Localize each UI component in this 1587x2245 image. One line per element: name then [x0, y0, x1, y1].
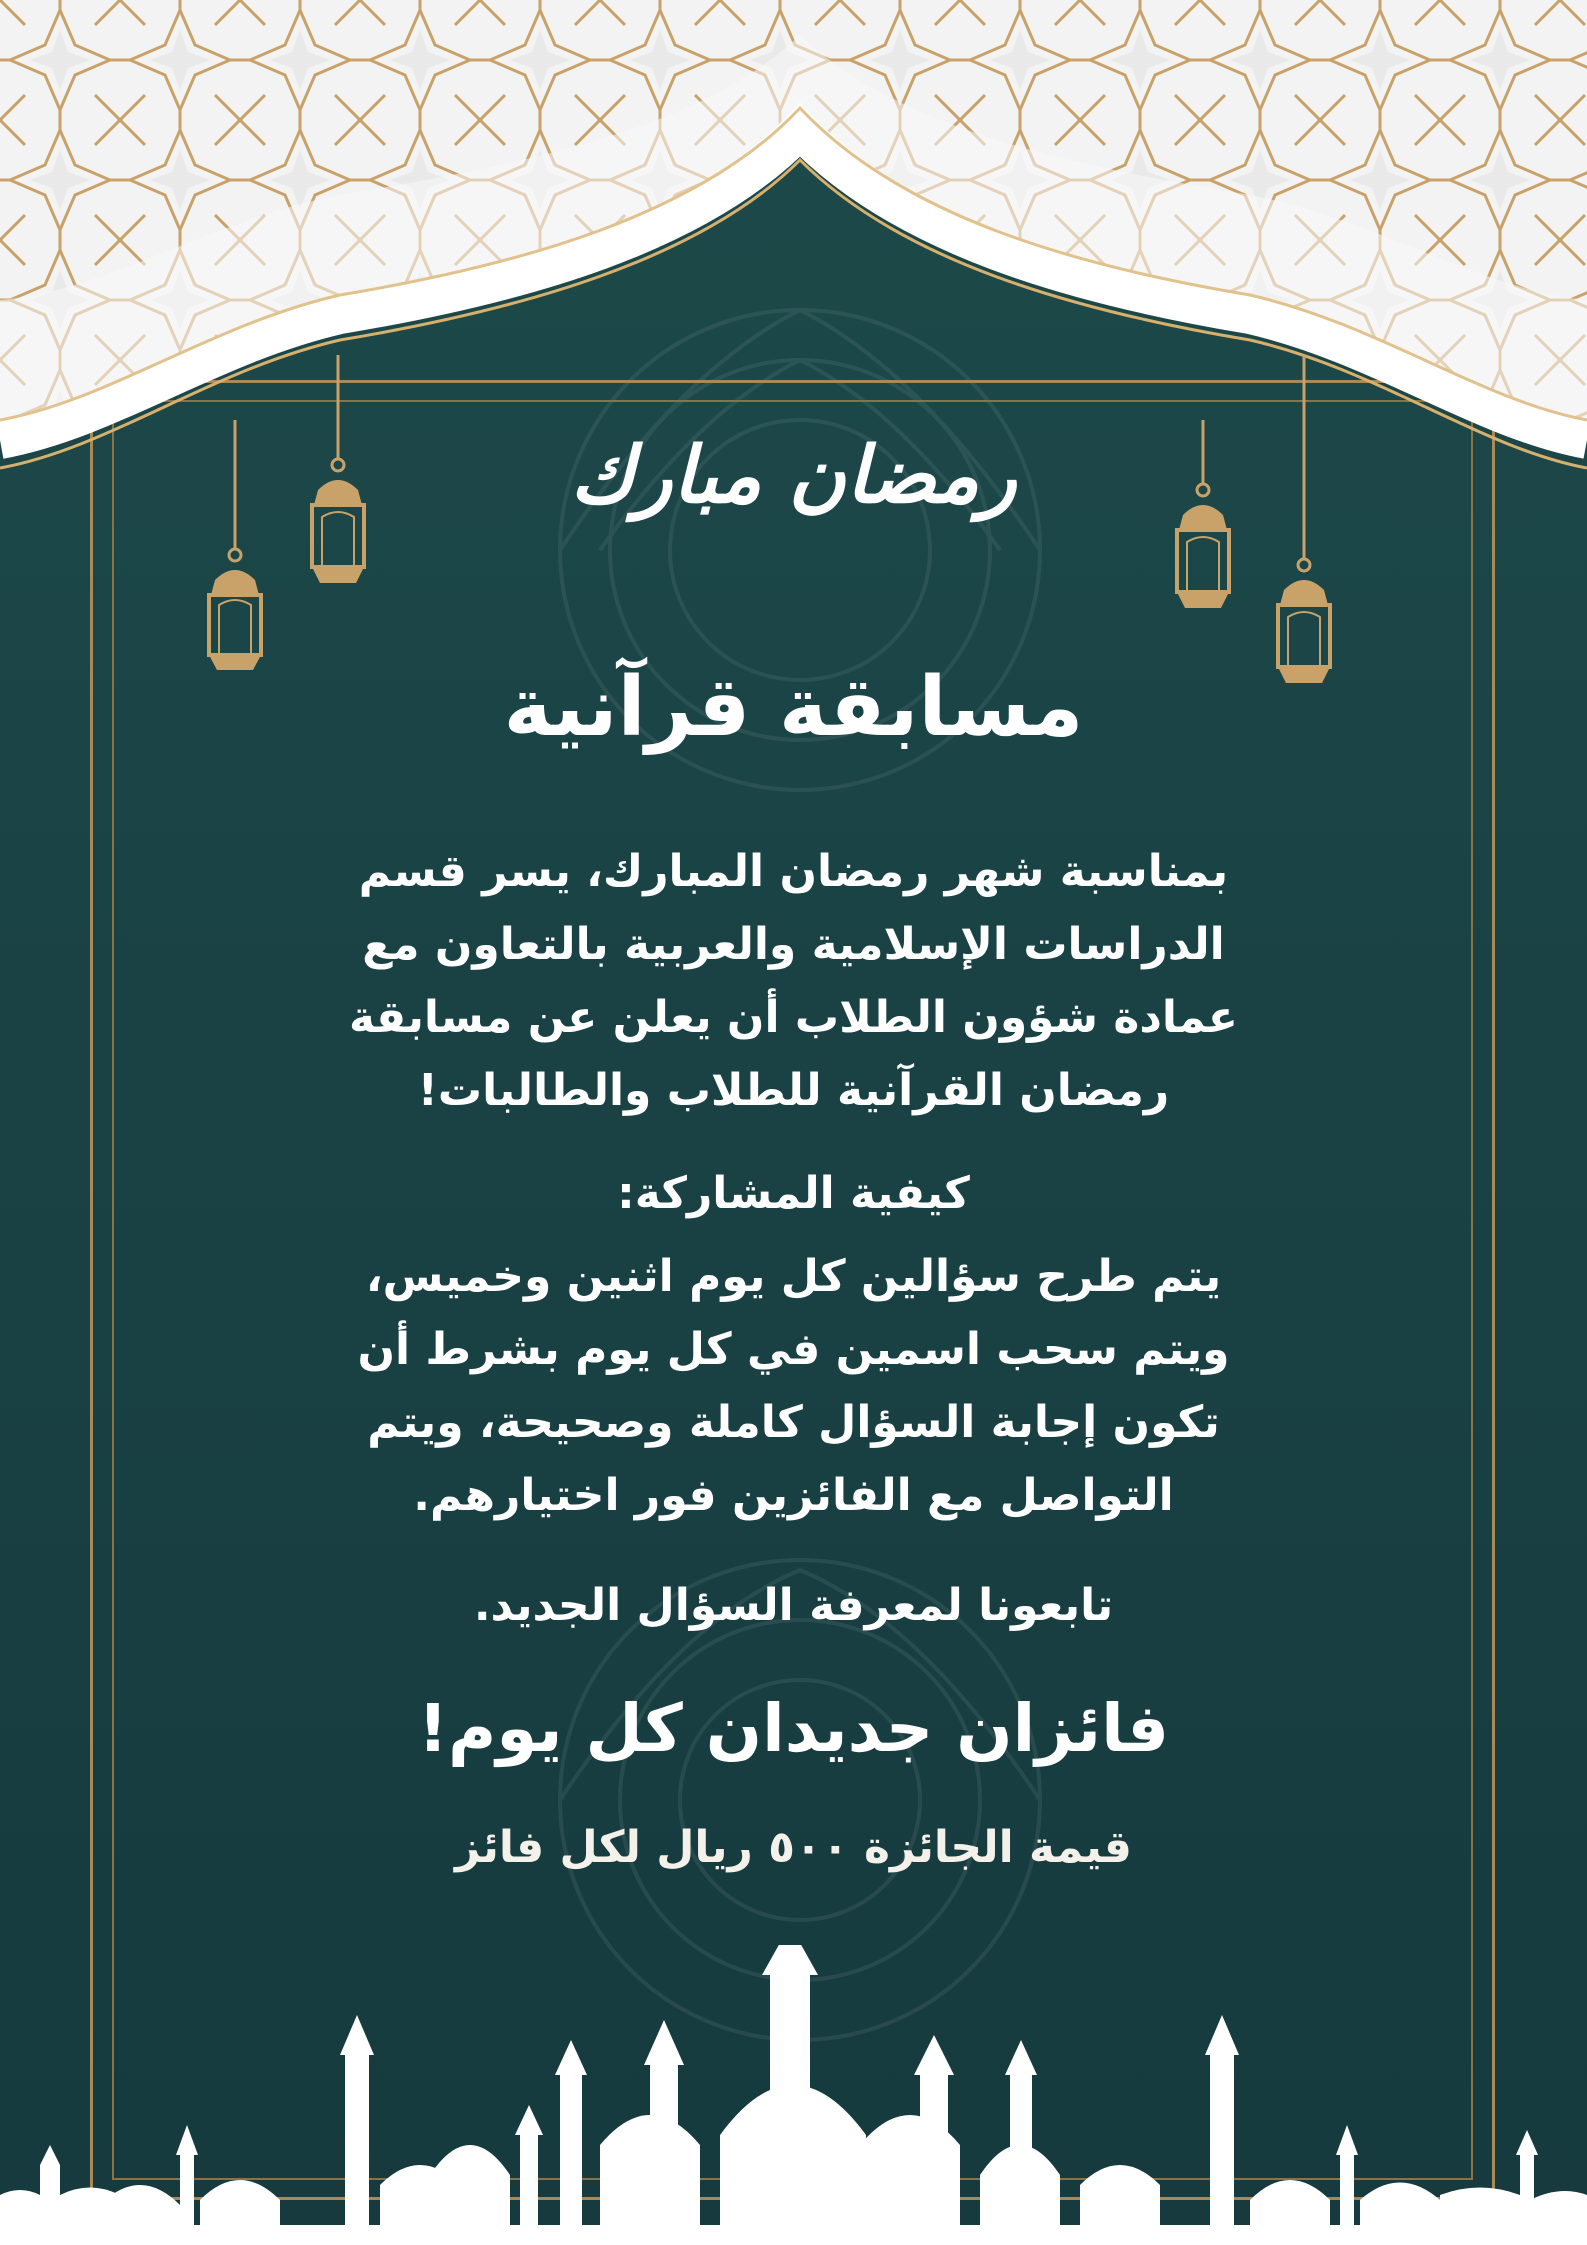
- page-title: مسابقة قرآنية: [503, 660, 1084, 755]
- intro-line: رمضان القرآنية للطلاب والطالبات!: [417, 1065, 1170, 1116]
- intro-line: بمناسبة شهر رمضان المبارك، يسر قسم: [358, 846, 1229, 897]
- how-line: ويتم سحب اسمين في كل يوم بشرط أن: [357, 1324, 1230, 1375]
- how-line: التواصل مع الفائزين فور اختيارهم.: [413, 1470, 1174, 1521]
- intro-line: الدراسات الإسلامية والعربية بالتعاون مع: [362, 919, 1225, 970]
- how-to-title: كيفية المشاركة:: [617, 1168, 970, 1219]
- prize-text: قيمة الجائزة ٥٠٠ ريال لكل فائز: [455, 1822, 1132, 1873]
- how-line: يتم طرح سؤالين كل يوم اثنين وخميس،: [365, 1251, 1222, 1302]
- how-line: تكون إجابة السؤال كاملة وصحيحة، ويتم: [367, 1397, 1220, 1448]
- mosque-skyline: [0, 1945, 1587, 2245]
- intro-line: عمادة شؤون الطلاب أن يعلن عن مسابقة: [348, 992, 1238, 1043]
- how-to-body: [250, 1240, 1337, 1532]
- ramadan-calligraphy: رمضان مبارك: [570, 430, 1017, 521]
- follow-text: تابعونا لمعرفة السؤال الجديد.: [473, 1580, 1114, 1631]
- winners-headline: فائزان جديدان كل يوم!: [417, 1690, 1170, 1767]
- intro-paragraph: [250, 835, 1337, 1127]
